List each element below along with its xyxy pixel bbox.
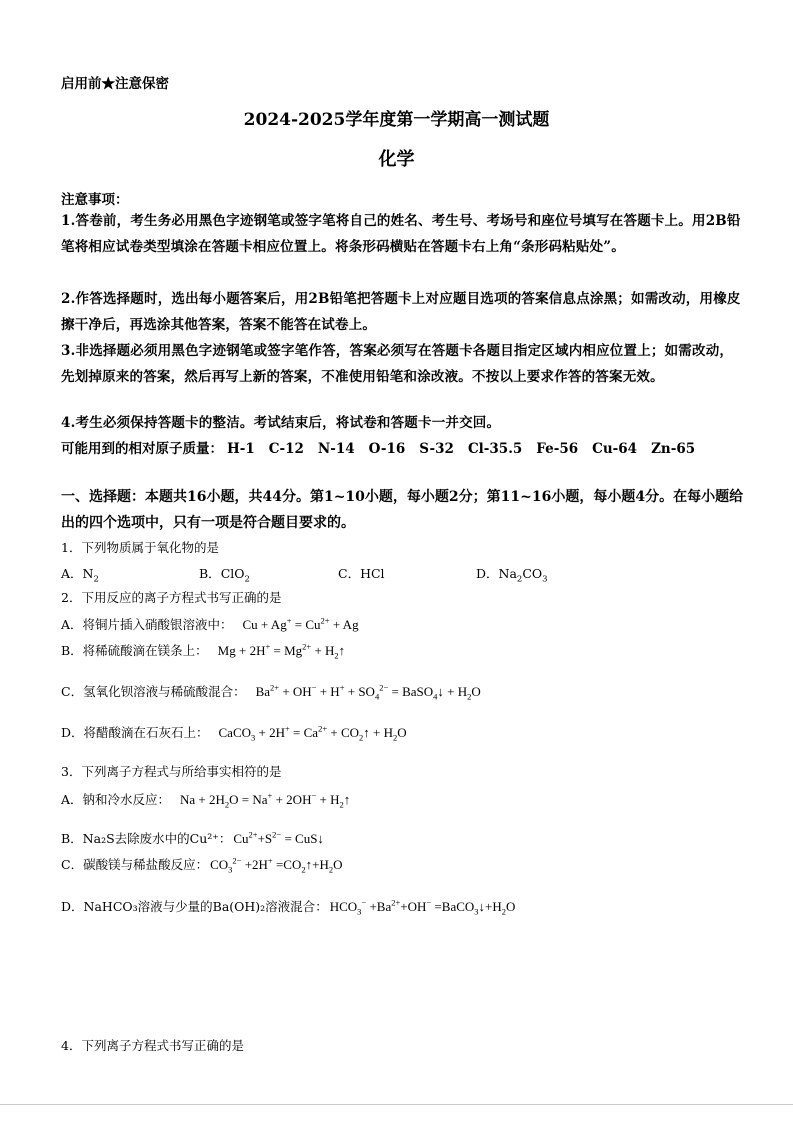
option-text: CO <box>522 566 543 581</box>
equation: $HCO_3^- +Ba^{2+}+OH^-$ $=BaCO_3↓+H_2O$ <box>329 897 516 917</box>
subscript: 3 <box>542 574 548 585</box>
question-4-stem: 4．下列离子方程式书写正确的是 <box>61 1038 244 1053</box>
notes-heading: 注意事项： <box>61 192 129 208</box>
confidential-label: 启用前★注意保密 <box>61 76 169 92</box>
option-label: B． <box>199 566 221 581</box>
option-text: D．将醋酸滴在石灰石上： <box>61 725 209 740</box>
atom-mass: Zn-65 <box>651 441 696 457</box>
question-3-stem: 3．下列离子方程式与所给事实相符的是 <box>61 764 282 779</box>
option-text: C．氢氧化钡溶液与稀硫酸混合： <box>61 684 246 699</box>
option-text: ClO <box>220 566 245 581</box>
atomic-masses-label: 可能用到的相对原子质量： <box>61 441 223 457</box>
note-item-3: 3.非选择题必须用黑色字迹钢笔或签字笔作答，答案必须写在答题卡各题目指定区域内相应位置上；如需改动，先划掉原来的答案，然后再写上新的答案，不准使用铅笔和涂改液。不按以上要求作答的答案无效。 <box>61 343 734 385</box>
option-text: HCl <box>360 566 385 581</box>
q3-option-c[interactable] <box>61 855 342 875</box>
atom-mass: Fe-56 <box>536 441 579 457</box>
option-label: D． <box>476 566 499 581</box>
question-1-stem: 1．下列物质属于氧化物的是 <box>61 540 219 555</box>
atom-mass: N-14 <box>317 441 355 457</box>
q3-option-a[interactable] <box>61 790 350 810</box>
equation: $Na + 2H_2O = Na^+ + 2OH^-$ + $H_2↑$ <box>180 790 351 810</box>
atomic-masses <box>61 437 709 457</box>
subscript: 2 <box>244 574 250 585</box>
q3-option-b[interactable] <box>61 829 324 847</box>
atom-mass: Cl-35.5 <box>467 441 523 457</box>
atom-mass: O-16 <box>368 441 406 457</box>
option-label: A． <box>61 566 83 581</box>
exam-title: 2024-2025学年度第一学期高一测试题 <box>243 110 550 130</box>
option-text: C．碳酸镁与稀盐酸反应： <box>61 857 209 872</box>
q2-option-b[interactable] <box>61 641 345 661</box>
q2-option-a[interactable] <box>61 615 359 633</box>
q2-option-d[interactable] <box>61 723 407 743</box>
atom-mass: S-32 <box>419 441 454 457</box>
atom-mass: Cu-64 <box>592 441 638 457</box>
equation: $CO_3^{2-} +2H^+$ $=CO_2↑+H_2O$ <box>210 855 343 875</box>
section-heading: 一、选择题：本题共16小题，共44分。第1~10小题，每小题2分；第11~16小题，每小题4分。在每小题给出的四个选项中，只有一项是符合题目要求的。 <box>61 489 744 531</box>
option-label: C． <box>338 566 361 581</box>
note-item-1: 1.答卷前，考生务必用黑色字迹钢笔或签字笔将自己的姓名、考生号、考场号和座位号填写在答题卡上。用2B铅笔将相应试卷类型填涂在答题卡相应位置上。将条形码横贴在答题卡右上角“条形码粘贴处”。 <box>61 213 741 255</box>
q1-option-c[interactable] <box>338 564 385 582</box>
note-item-2: 2.作答选择题时，选出每小题答案后，用2B铅笔把答题卡上对应题目选项的答案信息点涂黑；如需改动，用橡皮擦干净后，再选涂其他答案，答案不能答在试卷上。 <box>61 291 741 333</box>
q2-option-c[interactable] <box>61 682 481 702</box>
option-text: B．Na₂S去除废水中的Cu²⁺： <box>61 831 232 846</box>
option-text: D．NaHCO₃溶液与少量的Ba(OH)₂溶液混合： <box>61 899 328 914</box>
q1-option-a[interactable] <box>61 564 99 585</box>
subscript: 2 <box>516 574 523 585</box>
equation: CaCO$_3$ + $2H^+ = Ca^{2+}$ + $CO_2↑ + H_2O$ <box>218 723 407 743</box>
atom-mass: H-1 <box>227 441 255 457</box>
subject-title: 化学 <box>378 149 415 170</box>
q1-option-b[interactable] <box>199 564 250 585</box>
atom-mass: C-12 <box>268 441 304 457</box>
option-text: B．将稀硫酸滴在镁条上： <box>61 643 208 658</box>
note-item-4: 4.考生必须保持答题卡的整洁。考试结束后，将试卷和答题卡一并交回。 <box>61 415 501 431</box>
equation: $Cu^{2+}+S^{2-}$ = CuS↓ <box>233 829 324 846</box>
equation: $Cu + Ag^+ = Cu^{2+} + Ag$ <box>242 615 359 632</box>
option-text: N <box>82 566 94 581</box>
equation: $Ba^{2+} + OH^- + H^+ + SO_4^{2-}$ = BaSO$_4$↓ + $H_2O$ <box>255 682 481 702</box>
equation: $Mg + 2H^+ = Mg^{2+}$ + $H_2↑$ <box>217 641 346 661</box>
question-2-stem: 2．下用反应的离子方程式书写正确的是 <box>61 590 282 605</box>
q3-option-d[interactable] <box>61 897 515 917</box>
subscript: 2 <box>93 574 99 585</box>
page-bottom-divider <box>0 1104 793 1105</box>
option-text: A．将铜片插入硝酸银溶液中： <box>61 617 233 632</box>
option-text: A．钠和冷水反应： <box>61 792 171 807</box>
q1-option-d[interactable] <box>476 564 548 585</box>
option-text: Na <box>498 566 517 581</box>
